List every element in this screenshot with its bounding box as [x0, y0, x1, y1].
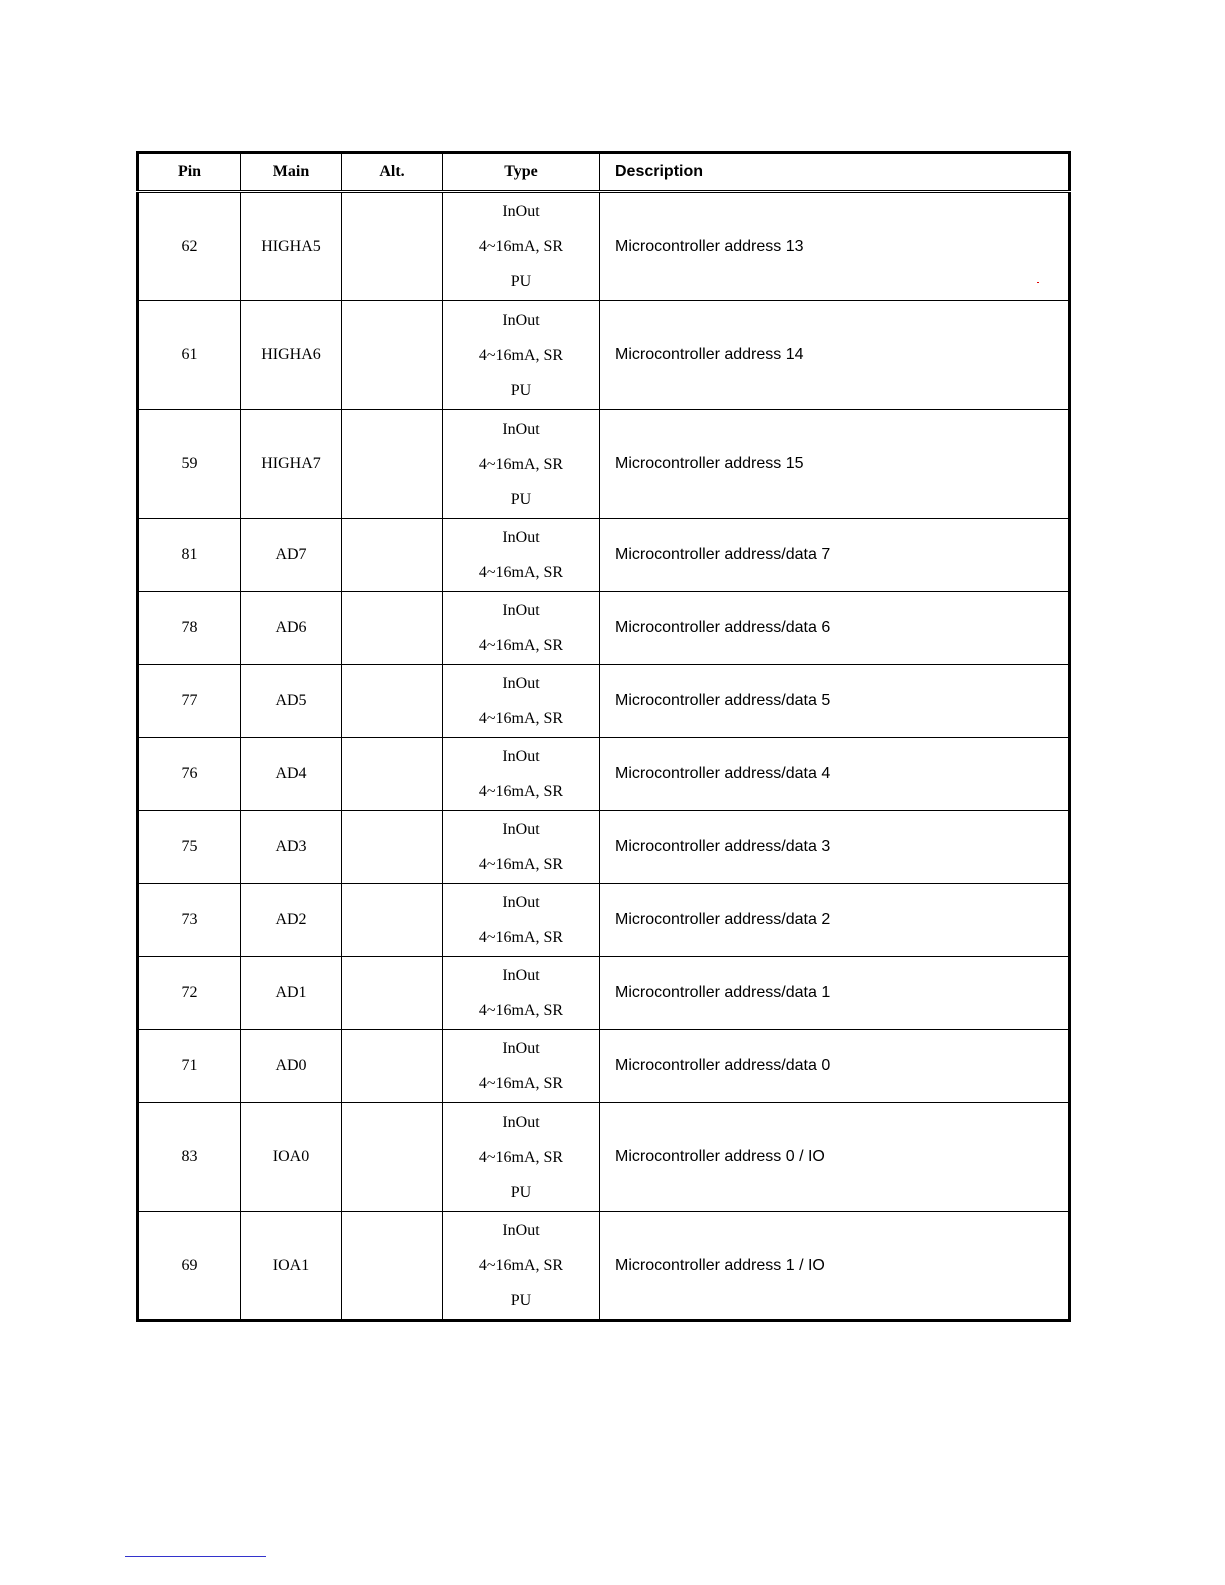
alt-cell: [342, 592, 443, 665]
pin-cell: 62: [138, 192, 241, 301]
alt-cell: [342, 957, 443, 1030]
table-row: [138, 1212, 1070, 1321]
alt-cell: [342, 192, 443, 301]
header-row: [138, 153, 1070, 192]
type-line: InOut: [502, 203, 540, 220]
type-cell: [443, 592, 600, 665]
main-cell: AD3: [241, 811, 342, 884]
footer-link-underline: [125, 1556, 266, 1557]
main-cell: AD1: [241, 957, 342, 1030]
type-cell: [443, 811, 600, 884]
alt-cell: [342, 884, 443, 957]
type-line: 4~16mA, SR: [478, 1002, 564, 1019]
pin-cell: 72: [138, 957, 241, 1030]
main-cell: IOA1: [241, 1212, 342, 1321]
page-number-mark: [600, 1332, 614, 1335]
pin-cell: 71: [138, 1030, 241, 1103]
pin-cell: 61: [138, 301, 241, 410]
type-cell: [443, 519, 600, 592]
header-alt: Alt.: [342, 153, 443, 192]
table-header: [138, 153, 1070, 192]
pin-cell: 75: [138, 811, 241, 884]
type-line: PU: [510, 381, 532, 399]
type-line: 4~16mA, SR: [478, 1075, 564, 1092]
type-line: InOut: [502, 420, 540, 438]
type-line: 4~16mA, SR: [478, 238, 564, 255]
table-row: [138, 301, 1070, 410]
main-cell: HIGHA5: [241, 192, 342, 301]
description-cell: Microcontroller address 13: [600, 192, 1070, 301]
type-cell: [443, 884, 600, 957]
pin-cell: 69: [138, 1212, 241, 1321]
pin-cell: 73: [138, 884, 241, 957]
table-row: [138, 884, 1070, 957]
pin-cell: 77: [138, 665, 241, 738]
table-body: [138, 192, 1070, 1321]
header-main: Main: [241, 153, 342, 192]
header-type: Type: [443, 153, 600, 192]
type-line: 4~16mA, SR: [478, 637, 564, 654]
alt-cell: [342, 301, 443, 410]
type-line: 4~16mA, SR: [478, 455, 564, 473]
main-cell: AD5: [241, 665, 342, 738]
type-cell: [443, 738, 600, 811]
table-row: [138, 519, 1070, 592]
table-row: [138, 1103, 1070, 1212]
description-cell: Microcontroller address 15: [600, 410, 1070, 519]
description-cell: Microcontroller address/data 6: [600, 592, 1070, 665]
type-line: InOut: [502, 894, 540, 911]
table-row: [138, 811, 1070, 884]
table-row: [138, 192, 1070, 301]
table-row: [138, 738, 1070, 811]
alt-cell: [342, 1103, 443, 1212]
type-line: 4~16mA, SR: [478, 1257, 564, 1274]
description-cell: Microcontroller address/data 5: [600, 665, 1070, 738]
main-cell: HIGHA7: [241, 410, 342, 519]
table-row: [138, 957, 1070, 1030]
pin-cell: 78: [138, 592, 241, 665]
alt-cell: [342, 665, 443, 738]
alt-cell: [342, 738, 443, 811]
type-cell: [443, 301, 600, 410]
description-cell: Microcontroller address/data 1: [600, 957, 1070, 1030]
type-line: InOut: [502, 602, 540, 619]
type-line: InOut: [502, 1222, 540, 1239]
type-line: InOut: [502, 821, 540, 838]
alt-cell: [342, 519, 443, 592]
pin-cell: 83: [138, 1103, 241, 1212]
type-line: 4~16mA, SR: [478, 929, 564, 946]
main-cell: AD0: [241, 1030, 342, 1103]
pin-cell: 59: [138, 410, 241, 519]
table-row: [138, 410, 1070, 519]
type-line: InOut: [502, 1040, 540, 1057]
type-cell: [443, 665, 600, 738]
type-line: 4~16mA, SR: [478, 346, 564, 364]
alt-cell: [342, 811, 443, 884]
type-cell: [443, 410, 600, 519]
type-cell: [443, 1103, 600, 1212]
pin-cell: 81: [138, 519, 241, 592]
main-cell: IOA0: [241, 1103, 342, 1212]
alt-cell: [342, 410, 443, 519]
table-row: [138, 665, 1070, 738]
type-line: PU: [510, 490, 532, 508]
type-line: InOut: [502, 311, 540, 329]
header-description: Description: [600, 153, 1070, 192]
alt-cell: [342, 1030, 443, 1103]
type-cell: [443, 957, 600, 1030]
type-line: InOut: [502, 675, 540, 692]
type-line: InOut: [502, 967, 540, 984]
table-row: [138, 592, 1070, 665]
main-cell: HIGHA6: [241, 301, 342, 410]
main-cell: AD2: [241, 884, 342, 957]
main-cell: AD6: [241, 592, 342, 665]
type-line: PU: [510, 273, 532, 290]
description-cell: Microcontroller address/data 3: [600, 811, 1070, 884]
type-cell: [443, 192, 600, 301]
pin-table: [136, 151, 1071, 1322]
type-cell: [443, 1030, 600, 1103]
type-line: 4~16mA, SR: [478, 783, 564, 800]
description-cell: Microcontroller address 0 / IO: [600, 1103, 1070, 1212]
type-line: InOut: [502, 1113, 540, 1131]
alt-cell: [342, 1212, 443, 1321]
table-row: [138, 1030, 1070, 1103]
main-cell: AD7: [241, 519, 342, 592]
type-cell: [443, 1212, 600, 1321]
type-line: 4~16mA, SR: [478, 710, 564, 727]
type-line: PU: [510, 1183, 532, 1201]
description-cell: Microcontroller address/data 4: [600, 738, 1070, 811]
type-line: 4~16mA, SR: [478, 856, 564, 873]
type-line: InOut: [502, 748, 540, 765]
type-line: 4~16mA, SR: [478, 564, 564, 581]
type-line: 4~16mA, SR: [478, 1148, 564, 1166]
pin-cell: 76: [138, 738, 241, 811]
header-pin: Pin: [138, 153, 241, 192]
description-cell: Microcontroller address 1 / IO: [600, 1212, 1070, 1321]
type-line: InOut: [502, 529, 540, 546]
description-cell: Microcontroller address/data 7: [600, 519, 1070, 592]
description-cell: Microcontroller address/data 0: [600, 1030, 1070, 1103]
description-cell: Microcontroller address/data 2: [600, 884, 1070, 957]
main-cell: AD4: [241, 738, 342, 811]
red-mark: [1037, 282, 1039, 283]
description-cell: Microcontroller address 14: [600, 301, 1070, 410]
type-line: PU: [510, 1292, 532, 1309]
